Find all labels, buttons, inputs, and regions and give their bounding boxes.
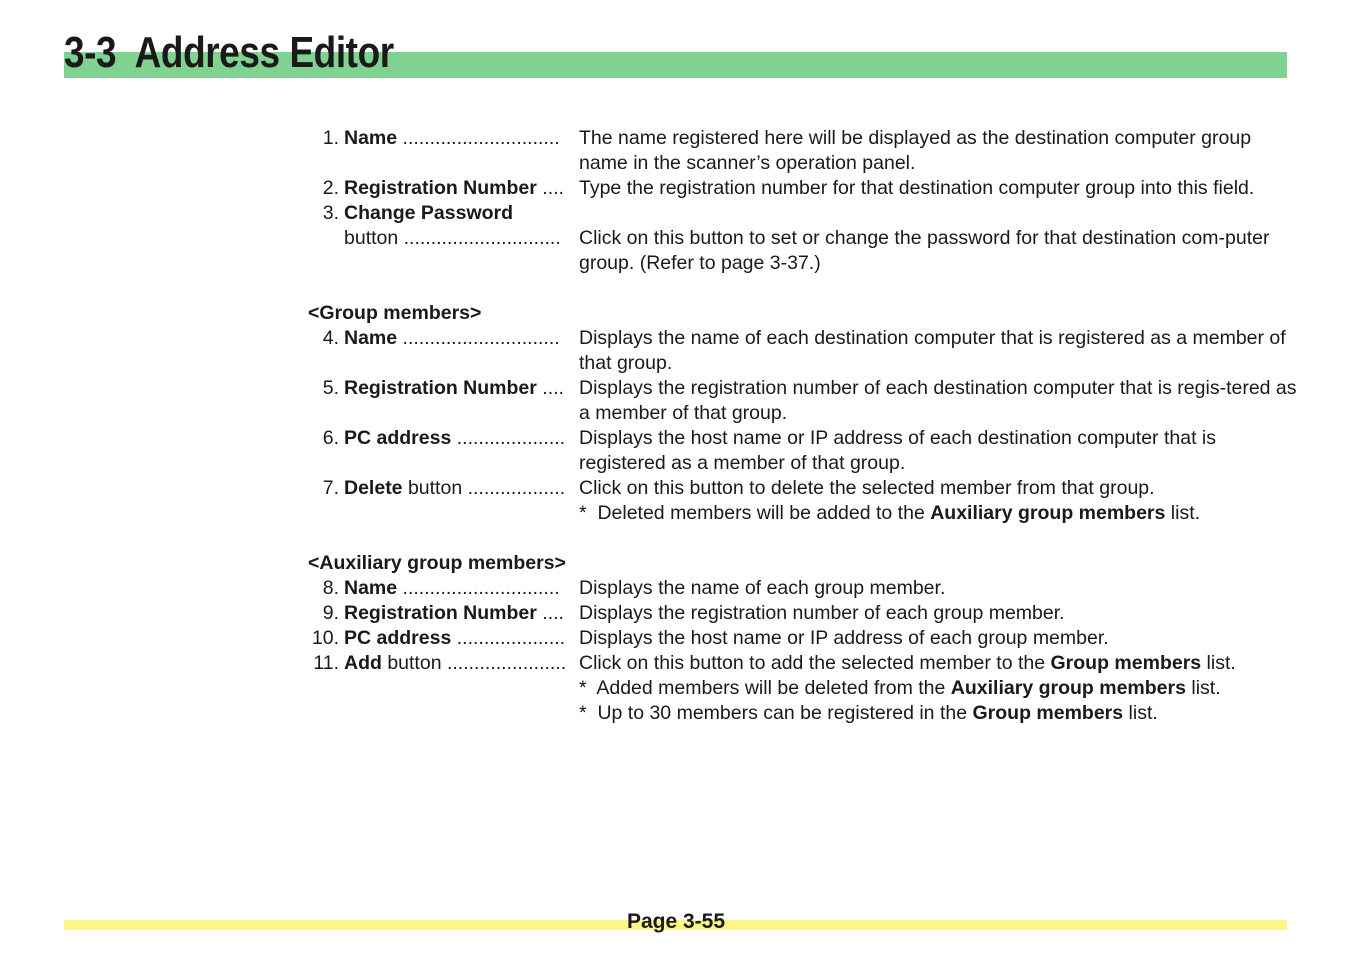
item-label: PC address ....................: [344, 427, 566, 449]
section-number: 3-3: [64, 28, 117, 77]
item-label: Delete button ..................: [344, 477, 566, 499]
item-number: 3.: [322, 202, 339, 224]
item-number: 11.: [313, 652, 339, 674]
item-label: Registration Number ....: [344, 377, 564, 399]
list-item: [308, 601, 1298, 626]
item-label: Registration Number ....: [344, 177, 564, 199]
item-description: Displays the registration number of each group member.: [579, 602, 1065, 624]
list-item: [308, 651, 1298, 726]
item-number: 8.: [322, 577, 339, 599]
item-label: Name .............................: [344, 577, 560, 599]
item-label: Registration Number ....: [344, 602, 564, 624]
page-number: Page 3-55: [626, 910, 726, 933]
list-item: [308, 376, 1298, 426]
list-item: [308, 226, 1298, 276]
item-label: PC address ....................: [344, 627, 566, 649]
group-members-heading: <Group members>: [308, 302, 482, 324]
item-number: 4.: [322, 327, 339, 349]
item-description: The name registered here will be displayed as the destination computer group name in the scanner’s operation panel.: [579, 127, 1252, 174]
item-description: Displays the host name or IP address of each group member.: [579, 627, 1109, 649]
item-number: 6.: [322, 427, 339, 449]
item-description: Click on this button to set or change the password for that destination com-puter group. (Refer to page 3-37.): [579, 227, 1270, 274]
item-description: Type the registration number for that destination computer group into this field.: [579, 177, 1255, 199]
item-note: * Up to 30 members can be registered in the Group members list.: [579, 702, 1158, 724]
list-item: [308, 176, 1298, 201]
list-item: [308, 626, 1298, 651]
item-description: Displays the name of each destination computer that is registered as a member of that group.: [579, 327, 1286, 374]
item-note: * Deleted members will be added to the Auxiliary group members list.: [579, 502, 1201, 524]
item-number: 9.: [322, 602, 339, 624]
item-label: Add button ......................: [344, 652, 567, 674]
list-item: [308, 126, 1298, 176]
definition-list: [308, 126, 1298, 726]
item-description: Displays the registration number of each destination computer that is regis-tered as a member of that group.: [579, 377, 1297, 424]
page-title: [64, 26, 394, 80]
list-item: [308, 426, 1298, 476]
item-description: Displays the host name or IP address of each destination computer that is registered as a member of that group.: [579, 427, 1216, 474]
list-item: [308, 326, 1298, 376]
list-item: [308, 576, 1298, 601]
item-label: Name .............................: [344, 127, 560, 149]
item-number: 7.: [322, 477, 339, 499]
item-number: 5.: [322, 377, 339, 399]
list-item: [308, 476, 1298, 526]
item-description: Displays the name of each group member.: [579, 577, 946, 599]
item-number: 2.: [322, 177, 339, 199]
section-title: Address Editor: [134, 28, 394, 77]
item-description: Click on this button to add the selected member to the Group members list.: [579, 652, 1236, 674]
auxiliary-members-heading: <Auxiliary group members>: [308, 552, 566, 574]
item-description: Click on this button to delete the selected member from that group.: [579, 477, 1155, 499]
item-number: 1.: [322, 127, 339, 149]
item-number: 10.: [311, 627, 339, 649]
list-item: [308, 201, 1298, 226]
item-label: Name .............................: [344, 327, 560, 349]
item-label: button .............................: [344, 227, 561, 249]
item-label: Change Password: [344, 202, 514, 224]
item-note: * Added members will be deleted from the Auxiliary group members list.: [579, 677, 1221, 699]
